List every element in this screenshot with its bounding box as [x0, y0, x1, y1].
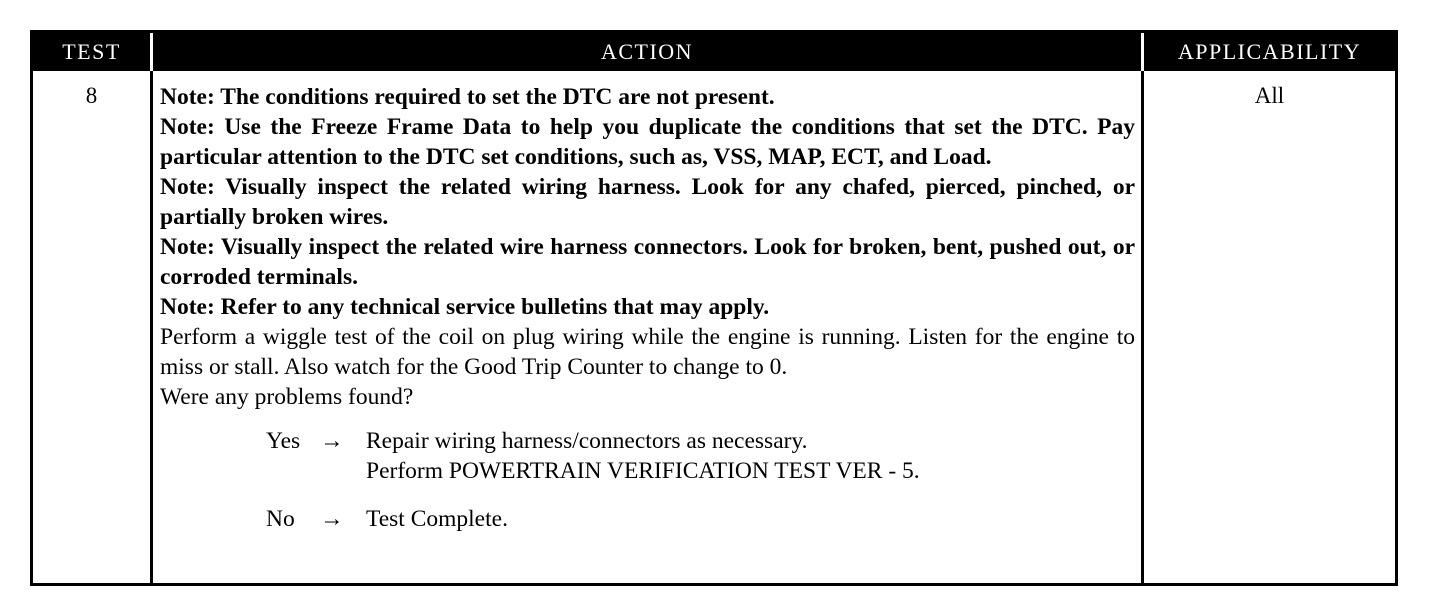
- answer-yes-action-repair: Repair wiring harness/connectors as necessary.: [366, 428, 808, 454]
- answer-no-action-complete: Test Complete.: [366, 506, 508, 532]
- note-wiring-harness: Note: Visually inspect the related wiring harness. Look for any chafed, pierced, pinched, or partially broken wires.: [160, 174, 1135, 230]
- note-connectors: Note: Visually inspect the related wire harness connectors. Look for broken, bent, pushed out, or corroded terminals.: [160, 234, 1135, 290]
- note-freeze-frame: Note: Use the Freeze Frame Data to help you duplicate the conditions that set the DTC. Pay particular attention to the DTC set conditions, such as, VSS, MAP, ECT, and Load.: [160, 114, 1135, 170]
- question-text: Were any problems found?: [160, 384, 414, 410]
- header-test: TEST: [33, 33, 153, 71]
- answer-yes: [266, 426, 1135, 486]
- answer-yes-label: Yes: [266, 428, 301, 454]
- diagnostic-test-table: [30, 30, 1398, 586]
- instruction-text: Perform a wiggle test of the coil on plug wiring while the engine is running. Listen for the engine to miss or stall. Also watch for the Good Trip Counter to change to 0.: [160, 324, 1135, 380]
- test-number-cell: 8: [33, 71, 153, 583]
- answer-yes-actions: [366, 426, 1135, 486]
- note-dtc-conditions: Note: The conditions required to set the DTC are not present.: [160, 84, 775, 110]
- note-service-bulletins: Note: Refer to any technical service bulletins that may apply.: [160, 294, 770, 320]
- answer-yes-action-verify: Perform POWERTRAIN VERIFICATION TEST VER - 5.: [366, 458, 920, 484]
- answer-no-actions: [366, 504, 1135, 534]
- applicability-cell: All: [1141, 71, 1395, 583]
- answer-list: [266, 426, 1135, 534]
- right-arrow-icon: →: [320, 428, 344, 454]
- header-applicability: APPLICABILITY: [1141, 33, 1395, 71]
- answer-no: [266, 504, 1135, 534]
- action-cell: [153, 71, 1141, 583]
- right-arrow-icon: →: [320, 506, 344, 532]
- answer-no-label: No: [266, 506, 295, 532]
- header-action: ACTION: [153, 33, 1141, 71]
